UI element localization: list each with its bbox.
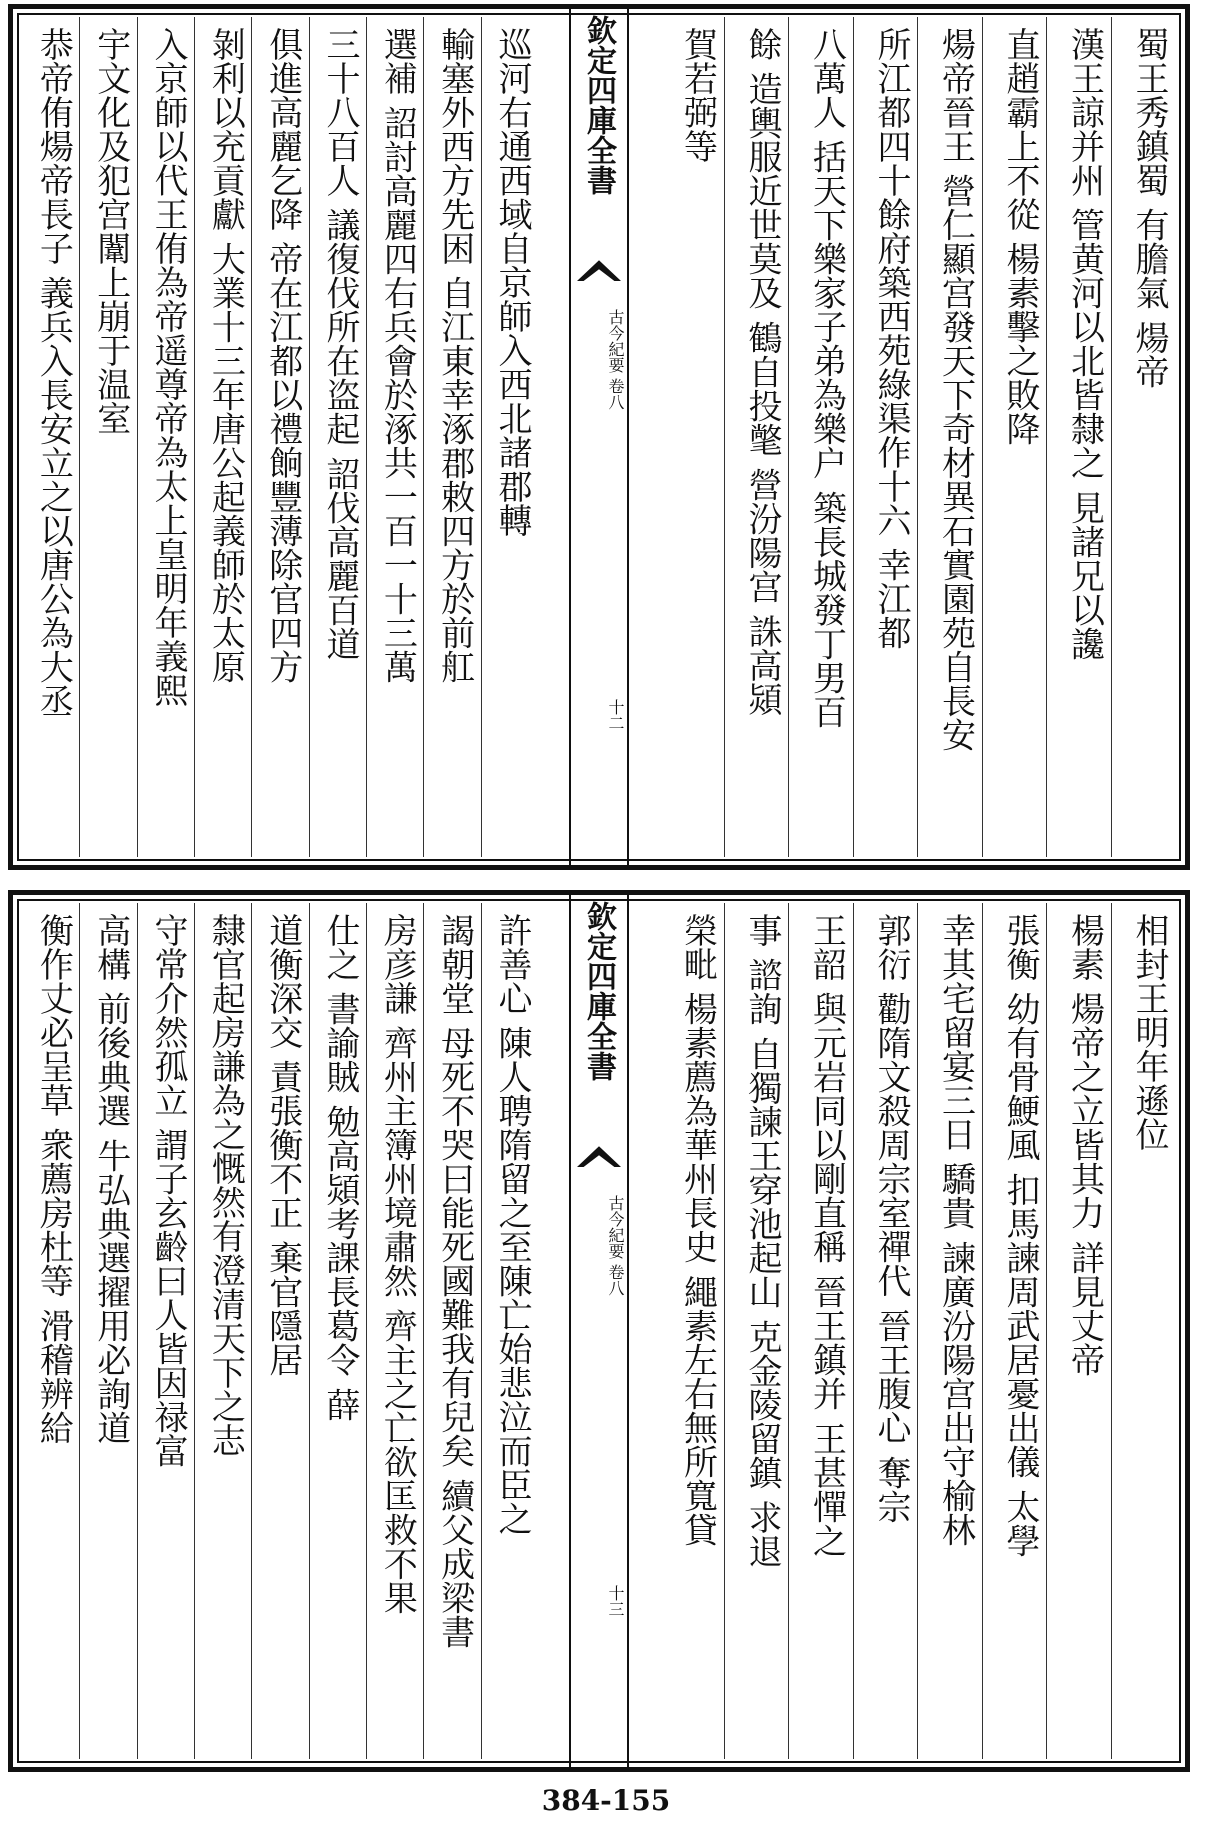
bottom-folio: 十三 [606,1585,625,1617]
bottom-book-title: 欽定四庫全書 [581,901,616,1081]
text-column: 蜀王秀鎮蜀 有膽氣 煬帝 [1111,17,1176,857]
text-column: 恭帝侑煬帝長子 義兵入長安立之以唐公為大丞 [33,27,74,718]
text-column: 張衡 幼有骨鯁風 扣馬諫周武居憂出儀 太學 [982,903,1047,1759]
text-column: 道衡深交 責張衡不正 棄官隱居 [251,903,308,1759]
text-column: 宇文化及犯宫闈上崩于温室 [79,17,136,857]
text-column: 入京師以代王侑為帝遥尊帝為太上皇明年義熙 [137,17,194,857]
fish-tail-icon [577,255,621,281]
text-column: 許善心 陳人聘隋留之至陳亡始悲泣而臣之 [481,903,538,1759]
bottom-volume-label: 古今紀要 卷八 [606,1195,625,1297]
top-page [8,4,1190,870]
text-column: 俱進高麗乞降 帝在江都以禮餉豐薄除官四方 [251,17,308,857]
text-column: 幸其宅留宴三日 驕貴 諫廣汾陽宫出守榆林 [917,903,982,1759]
top-center-strip [569,9,629,865]
bottom-page [8,890,1190,1772]
text-column: 事 諮詢 自獨諫王穿池起山 克金陵留鎮 求退 [724,903,789,1759]
text-column: 衡作丈必呈草 衆薦房杜等 滑稽辨給 [33,913,74,1445]
text-column: 高構 前後典選 牛弘典選擢用必詢道 [79,903,136,1759]
top-right-text [660,17,1175,857]
text-column: 相封王明年遜位 [1111,903,1176,1759]
text-column: 守常介然孤立 謂子玄齡曰人皆因禄富 [137,903,194,1759]
top-book-title: 欽定四庫全書 [581,15,616,195]
text-column: 輸塞外西方先困 自江東幸涿郡敕四方於前舡 [423,17,480,857]
text-column: 隸官起房謙為之慨然有澄清天下之志 [194,903,251,1759]
text-column: 煬帝晉王 營仁顯宫發天下奇材異石實園苑自長安 [917,17,982,857]
page-number: 384-155 [541,1784,671,1817]
text-column: 賀若弼等 [677,27,718,163]
bottom-left-text [23,903,538,1759]
text-column: 榮毗 楊素薦為華州長史 繩素左右無所寬貸 [677,913,718,1547]
top-left-text [23,17,538,857]
text-column: 漢王諒并州 管黄河以北皆隸之 見諸兄以讒 [1046,17,1111,857]
text-column: 剝利以充貢獻 大業十三年唐公起義師於太原 [194,17,251,857]
bottom-right-text [660,903,1175,1759]
text-column: 三十八百人 議復伐所在盗起 詔伐高麗百道 [309,17,366,857]
text-column: 郭衍 勸隋文殺周宗室禪代 晉王腹心 奪宗 [853,903,918,1759]
text-column: 八萬人 括天下樂家子弟為樂户 築長城發丁男百 [788,17,853,857]
text-column: 選補 詔討高麗四右兵會於涿共一百一十三萬 [366,17,423,857]
top-folio: 十二 [606,699,625,731]
text-column: 巡河右通西域自京師入西北諸郡轉 [481,17,538,857]
bottom-center-strip [569,895,629,1767]
text-column: 所江都四十餘府築西苑綠渠作十六 幸江都 [853,17,918,857]
fish-tail-icon [577,1141,621,1167]
text-column: 直趙霸上不從 楊素擊之敗降 [982,17,1047,857]
text-column: 謁朝堂 母死不哭曰能死國難我有兒矣 續父成梁書 [423,903,480,1759]
text-column: 仕之 書諭賊 勉高熲考課長葛令 薛 [309,903,366,1759]
top-volume-label: 古今紀要 卷八 [606,309,625,411]
text-column: 房彦謙 齊州主簿州境肅然 齊主之亡欲匡救不果 [366,903,423,1759]
text-column: 楊素 煬帝之立皆其力 詳見丈帝 [1046,903,1111,1759]
text-column: 餘 造輿服近世莫及 鶴自投氅 營汾陽宫 誅高熲 [724,17,789,857]
text-column: 王韶 與元岩同以剛直稱 晉王鎮并 王甚憚之 [788,903,853,1759]
